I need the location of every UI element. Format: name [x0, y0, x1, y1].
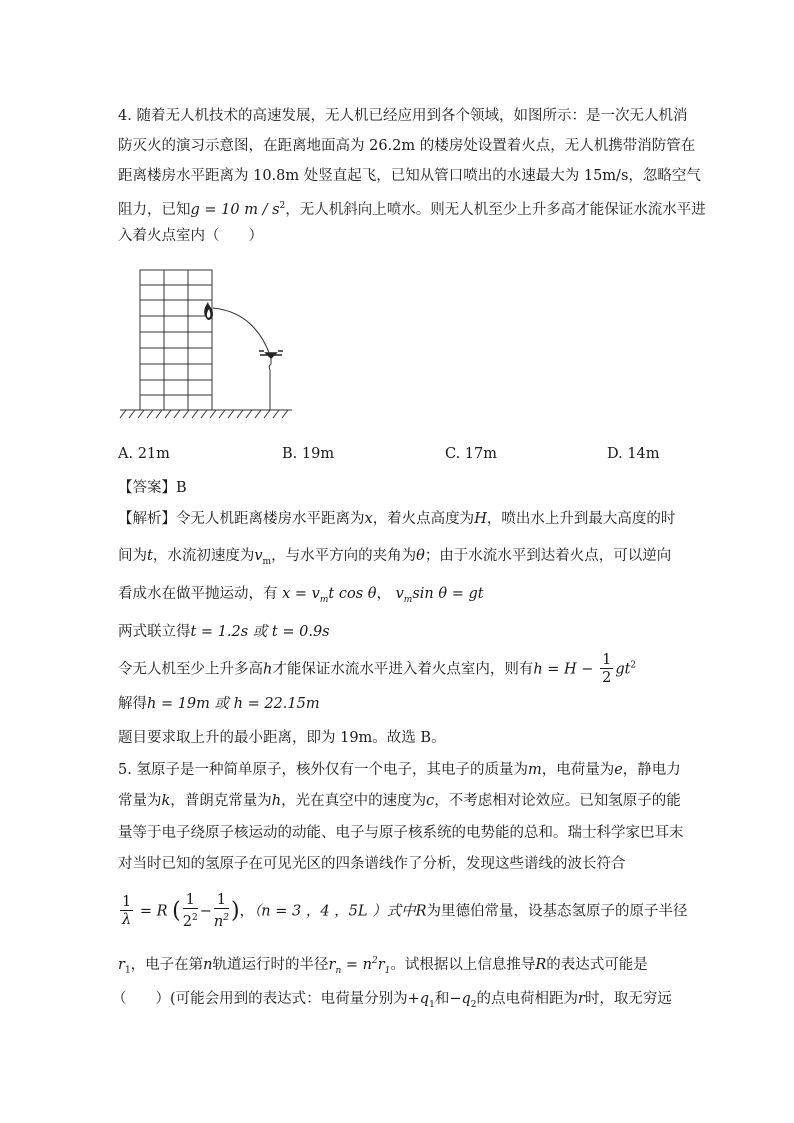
q5-text: ，电荷量为: [541, 762, 615, 778]
var-h: h: [263, 661, 273, 678]
var-n: n: [203, 956, 213, 973]
q5-text: 轨道运行时的半径: [212, 956, 329, 973]
option-a: A. 21m: [118, 446, 170, 462]
q5-text: 为里德伯常量，设基态氢原子的原子半径: [426, 903, 688, 920]
q4-line-1: 4. 随着无人机技术的高速发展，无人机已经应用到各个领域，如图所示：是一次无人机消: [118, 108, 688, 124]
var-m: m: [527, 762, 542, 778]
var-r: r: [578, 991, 585, 1007]
var-R: R: [535, 956, 547, 973]
q5-text: ，静电力: [622, 762, 681, 778]
building: [140, 270, 212, 410]
analysis-line-4: [118, 622, 330, 642]
height-solutions: h = 19m 或 h = 22.15m: [147, 696, 320, 712]
ground: [120, 410, 292, 418]
analysis-line-5: [118, 652, 636, 687]
q5-line-4: 对当时已知的氢原子在可见光区的四条谱线作了分析，发现这些谱线的波长符合: [118, 856, 626, 872]
drone-icon: [259, 351, 283, 358]
height-equation: h = H −: [533, 661, 594, 678]
q5-text: ，不考虑相对论效应。已知氢原子的能: [434, 793, 681, 809]
var-r1: r: [118, 956, 125, 973]
gravity-exponent: 2: [279, 201, 286, 211]
rydberg-lhs: $\frac{1}{\lambda}$: [122, 893, 132, 928]
q5-line-2: [118, 791, 681, 811]
q4-line-2: 防灭火的演习示意图，在距离地面高为 26.2m 的楼房处设置着火点，无人机携带消防管在: [118, 138, 696, 154]
q4-line-4-text-b: ，无人机斜向上喷水。则无人机至少上升多高才能保证水流水平进: [285, 201, 706, 218]
analysis-text: 才能保证水流水平进入着火点室内，则有: [272, 661, 534, 678]
var-H: H: [474, 511, 487, 527]
equation-2: $v_m\sin$ θ = gt: [395, 586, 484, 605]
q5-text: 常量为: [118, 793, 162, 809]
q5-line-5: $\frac{1}{\lambda}$ = R ( $\frac{1}{2^2}$ − $\frac{1}{n^2}$ )，（n = 3 ，4 ，5L ）式中R为里德伯常量，设基态氢原子的原子半径: [122, 892, 688, 930]
var-v: v: [254, 548, 263, 564]
analysis-text: 【解析】令无人机距离楼房水平距离为: [118, 511, 365, 527]
time-solutions: t = 1.2s 或 t = 0.9s: [190, 624, 330, 640]
q4-line-4: [118, 196, 706, 220]
analysis-line-3: 看成水在做平抛运动，有 $x = v_mt$ cos θ， $v_m\sin$ θ = gt: [118, 586, 484, 605]
var-t: t: [147, 548, 153, 564]
var-x: x: [364, 511, 373, 527]
analysis-text: 看成水在做平抛运动，有: [118, 586, 278, 602]
q5-text: 。试根据以上信息推导: [390, 956, 536, 973]
right-paren: ): [230, 898, 240, 924]
fraction-one-over-two-squared: $\frac{1}{2^2}$: [182, 892, 198, 930]
q4-line-5: 入着火点室内（ ）: [118, 228, 263, 244]
var-e: e: [614, 762, 623, 778]
q4-line-4-text-a: 阻力，已知: [118, 201, 191, 218]
var-theta: θ: [416, 548, 425, 564]
q5-text: （ ）(可能会用到的表达式：电荷量分别为: [112, 991, 408, 1007]
q5-text: ，电子在第: [130, 956, 204, 973]
q5-text: ，光在真空中的速度为: [281, 793, 427, 809]
q5-text: 5. 氢原子是一种简单原子，核外仅有一个电子，其电子的质量为: [118, 762, 528, 778]
rydberg-equals: = R: [139, 903, 168, 920]
answer-label: 【答案】B: [118, 480, 187, 496]
analysis-line-7: 题目要求取上升的最小距离，即为 19m。故选 B。: [118, 730, 446, 746]
analysis-line-2: [118, 546, 671, 572]
var-k: k: [161, 793, 171, 809]
option-b: B. 19m: [282, 446, 335, 462]
fraction-one-over-n-squared: $\frac{1}{n^2}$: [213, 892, 229, 930]
var-h-planck: h: [271, 793, 282, 809]
analysis-text: ，水流初速度为: [152, 548, 255, 564]
gravity-formula: g = 10 m / s: [190, 201, 280, 218]
q4-line-3: 距离楼房水平距离为 10.8m 处竖直起飞，已知从管口喷出的水速最大为 15m/s，忽略空气: [118, 168, 701, 184]
q5-text: 的表达式可能是: [546, 956, 648, 973]
option-c: C. 17m: [445, 446, 497, 462]
analysis-text: 两式联立得: [118, 624, 191, 640]
left-paren: (: [172, 898, 181, 924]
analysis-text: 间为: [118, 548, 147, 564]
equation-1: $x = v_mt$ cos θ: [282, 586, 377, 605]
charge-q1: +q: [407, 991, 430, 1007]
var-R: R: [415, 903, 427, 920]
analysis-text: 令无人机至少上升多高: [118, 661, 263, 678]
q5-line-7: （ ）(可能会用到的表达式：电荷量分别为$+q_1$和$-q_2$的点电荷相距为r时，取无穷远: [112, 991, 672, 1010]
orbit-radius-equation: $r_n = n^2r_1$: [328, 956, 391, 976]
q5-line-3: 量等于电子绕原子核运动的动能、电子与原子核系统的电势能的总和。瑞士科学家巴耳末: [118, 825, 684, 841]
analysis-text: ；由于水流水平到达着火点，可以逆向: [424, 548, 672, 564]
option-d: D. 14m: [607, 446, 660, 462]
series-range: （n = 3 ，4 ，5L ）式中: [254, 903, 416, 920]
drone-building-figure: [116, 262, 296, 422]
analysis-line-1: [118, 509, 675, 529]
q5-text: 和: [434, 991, 450, 1007]
q5-line-1: [118, 760, 681, 780]
analysis-text: ，着火点高度为: [372, 511, 475, 527]
exponent: 2: [630, 660, 637, 671]
analysis-text: ，与水平方向的夹角为: [271, 548, 417, 564]
analysis-text: 解得: [118, 696, 147, 712]
gt-squared: gt: [615, 661, 631, 678]
fire-hose: [269, 358, 271, 410]
water-trajectory: [213, 308, 270, 355]
var-v-subscript: m: [262, 556, 272, 567]
charge-q2: −q: [449, 991, 471, 1007]
analysis-line-6: [118, 694, 320, 714]
q5-text: ，普朗克常量为: [170, 793, 272, 809]
q5-text: 的点电荷相距为: [476, 991, 578, 1007]
q5-text: 时，取无穷远: [584, 991, 672, 1007]
q5-line-6: $r_1$，电子在第n轨道运行时的半径$r_n = n^2r_1$。试根据以上信息推导R的表达式可能是: [118, 956, 648, 976]
var-c: c: [426, 793, 435, 809]
analysis-text: ，喷出水上升到最大高度的时: [486, 511, 676, 527]
one-half-fraction: $\frac{1}{2}$: [602, 652, 612, 686]
